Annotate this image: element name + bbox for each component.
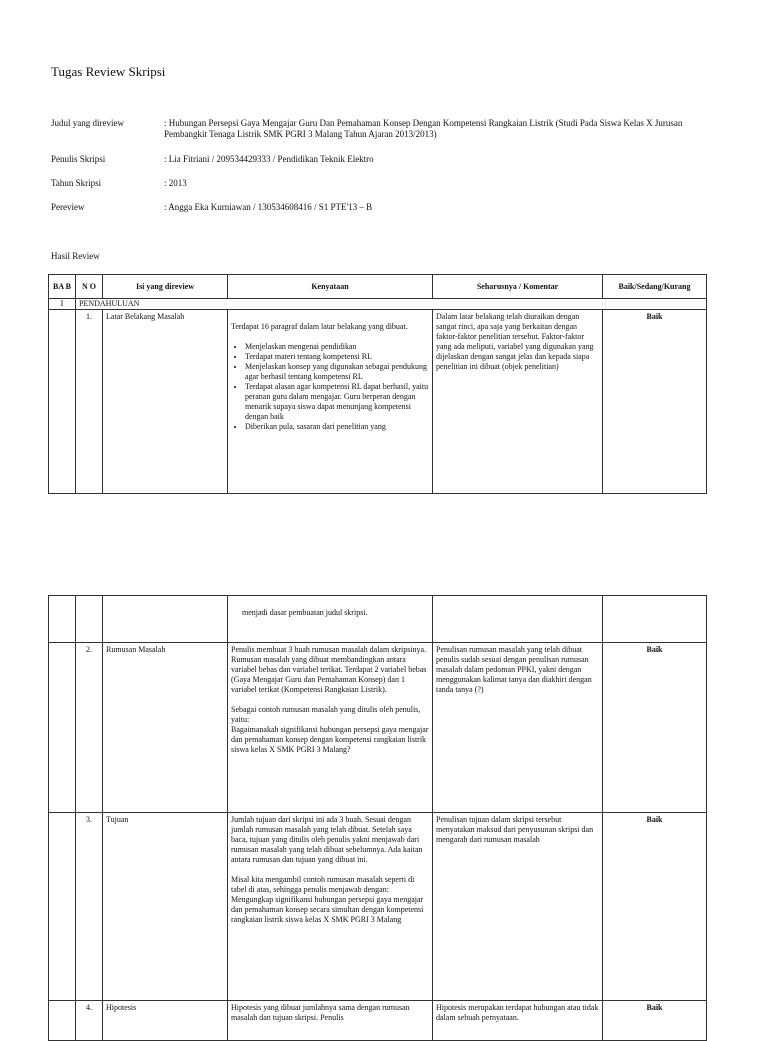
table-row (49, 643, 707, 813)
meta-pereview (51, 202, 721, 214)
page-title: Tugas Review Skripsi (51, 64, 166, 79)
row3-p2 (231, 875, 429, 925)
row2-p2-text: Sebagai contoh rumusan masalah yang ditulis oleh penulis, yaitu: (231, 705, 421, 724)
row3-kenyataan (228, 813, 433, 1001)
row3-item: Tujuan (103, 813, 228, 1001)
section-label: PENDAHULUAN (76, 299, 707, 310)
row1-no: 1. (76, 310, 103, 494)
row1-rating: Baik (603, 310, 707, 494)
header-bab: BA B (49, 275, 76, 299)
row2-no: 2. (76, 643, 103, 813)
table-header-row (49, 275, 707, 299)
cont-kenyataan (228, 596, 433, 643)
header-rating: Baik/Sedang/Kurang (603, 275, 707, 299)
row1-kenyataan (228, 310, 433, 494)
cell-bab (49, 1001, 76, 1041)
meta-pereview-value: : Angga Eka Kurniawan / 130534608416 / S1 PTE'13 – B (164, 202, 373, 212)
list-item: • Diberikan pula, sasaran dari penelitian yang (245, 422, 429, 432)
row4-kenyataan: Hipotesis yang dibuat jumlahnya sama dengan rumusan masalah dan tujuan skripsi. Penulis (228, 1001, 433, 1041)
section-row (49, 299, 707, 310)
row1-intro: Terdapat 16 paragraf dalam latar belakang yang dibuat. (231, 322, 408, 331)
row2-kenyataan (228, 643, 433, 813)
meta-penulis-label: Penulis Skripsi (51, 154, 106, 164)
header-kenyataan: Kenyataan (228, 275, 433, 299)
cell-bab (49, 596, 76, 643)
row3-comment: Penulisan tujuan dalam skripsi tersebut menyatakan maksud dari penyusunan skripsi dan mengarah dari rumusan masalah (433, 813, 603, 1001)
header-no: N O (76, 275, 103, 299)
cell-rating (603, 596, 707, 643)
row3-p3-text: Mengungkap signifikansi hubungan persepsi gaya mengajar dan pemahaman konsep secara simultan dengan kompetensi rangkaian listrik siswa kelas X SMK PGRI 3 Malang (231, 895, 424, 924)
review-table-page1 (48, 274, 707, 494)
cell-bab (49, 813, 76, 1001)
meta-penulis-value: : Lia Fitriani / 209534429333 / Pendidikan Teknik Elektro (164, 154, 374, 164)
meta-judul-label: Judul yang direview (51, 118, 124, 128)
row4-no: 4. (76, 1001, 103, 1041)
hasil-review-label: Hasil Review (51, 251, 100, 261)
list-item: • Terdapat materi tentang kompetensi RL (245, 352, 429, 362)
section-bab: I (49, 299, 76, 310)
row3-rating: Baik (603, 813, 707, 1001)
row2-p2 (231, 705, 429, 755)
cont-text: menjadi dasar pembuatan judul skripsi. (242, 608, 368, 617)
review-table-page2 (48, 595, 707, 1041)
row3-no: 3. (76, 813, 103, 1001)
meta-penulis (51, 154, 721, 166)
row3-p1: Jumlah tujuan dari skripsi ini ada 3 buah. Sesuai dengan jumlah rumusan masalah yang telah dibuat. Setelah saya baca, tujuan yang ditulis oleh penulis yakni menjawab dari rumusan masalah yang telah dibuat sebelumnya. Ada kaitan antara rumusan dan tujuan yang dibuat ini. (231, 815, 423, 864)
meta-tahun (51, 178, 721, 190)
table-row (49, 310, 707, 494)
row2-p3-text: Bagaimanakah signifikansi hubungan persepsi gaya mengajar dan pemahaman konsep dengan kompetensi rangkaian listrik siswa kelas X SMK PGRI 3 Malang? (231, 725, 429, 754)
cell-no (76, 596, 103, 643)
row1-item: Latar Belakang Masalah (103, 310, 228, 494)
row2-item: Rumusan Masalah (103, 643, 228, 813)
list-item: • Menjelaskan mengenai pendidikan (245, 342, 429, 352)
row2-rating: Baik (603, 643, 707, 813)
row4-rating: Baik (603, 1001, 707, 1041)
row3-p2-text: Misal kita mengambil contoh rumusan masalah seperti di tabel di atas, sehingga penulis menjawab dengan: (231, 875, 415, 894)
row2-p1: Penulis membuat 3 buah rumusan masalah dalam skripsinya. Rumusan masalah yang dibuat membandingkan antara variabel bebas dan variabel terikat. Terdapat 2 variabel bebas (Gaya Mengajar Guru dan Pemahaman Konsep) dan 1 variabel terikat (Kompetensi Rangkaian Listrik). (231, 645, 427, 694)
meta-judul (51, 118, 721, 142)
meta-judul-value: : Hubungan Persepsi Gaya Mengajar Guru Dan Pemahaman Konsep Dengan Kompetensi Rangkaian Listrik (Studi Pada Siswa Kelas X Jurusan Pembangkit Tenaga Listrik SMK PGRI 3 Malang Tahun Ajaran 2013/2013) (164, 118, 683, 139)
header-isi: Isi yang direview (103, 275, 228, 299)
meta-tahun-value: : 2013 (164, 178, 187, 188)
cell-item (103, 596, 228, 643)
row1-bullets (231, 342, 429, 432)
cell-bab (49, 643, 76, 813)
cell-bab (49, 310, 76, 494)
list-item: • Menjelaskan konsep yang digunakan sebagai pendukung agar berhasil tentang kompetensi RL (245, 362, 429, 382)
meta-pereview-label: Pereview (51, 202, 85, 212)
header-seharusnya: Seharusnya / Komentar (433, 275, 603, 299)
row2-comment: Penulisan rumusan masalah yang telah dibuat penulis sudah sesuai dengan penulisan rumusan masalah dalam pedoman PPKI, yakni dengan menggunakan kalimat tanya dan diakhiri dengan tanda tanya (?) (433, 643, 603, 813)
row1-comment: Dalam latar belakang telah diuraikan dengan sangat rinci, apa saja yang berkaitan dengan faktor-faktor penelitian tersebut. Faktor-faktor yang ada meliputi, variabel yang digunakan yang dijelaskan dengan sangat jelas dan kepada siapa penelitian ini dibuat (objek penelitian) (433, 310, 603, 494)
cell-comment (433, 596, 603, 643)
meta-tahun-label: Tahun Skripsi (51, 178, 102, 188)
row4-item: Hipotesis (103, 1001, 228, 1041)
row4-comment: Hipotesis merupakan terdapat hubungan atau tidak dalam sebuah pernyataan. (433, 1001, 603, 1041)
table-row (49, 596, 707, 643)
list-item: • Terdapat alasan agar kompetensi RL dapat berhasil, yaitu peranan guru dalam mengajar. Guru berperan dengan menarik supaya siswa dapat menunjang kompetensi dengan baik (245, 382, 429, 422)
table-row (49, 1001, 707, 1041)
table-row (49, 813, 707, 1001)
